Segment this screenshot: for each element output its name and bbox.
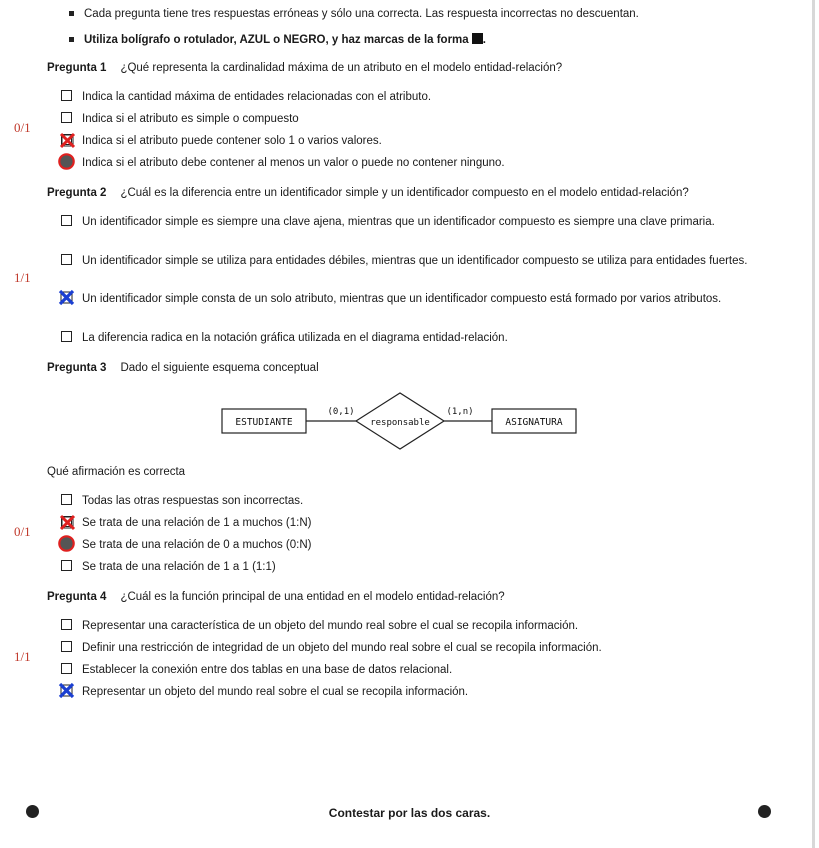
checkbox-red-x-icon[interactable] [61, 516, 72, 527]
question-label: Pregunta 1 [47, 62, 107, 74]
relationship-label: responsable [370, 418, 430, 428]
q4-option-3[interactable]: Establecer la conexión entre dos tablas en una base de datos relacional. [61, 662, 756, 678]
q3-option-4[interactable]: Se trata de una relación de 1 a 1 (1:1) [61, 559, 756, 575]
checkbox[interactable] [61, 663, 72, 674]
entity-estudiante-label: ESTUDIANTE [235, 417, 293, 428]
question-label: Pregunta 2 [47, 187, 107, 199]
filled-square-icon [472, 33, 483, 44]
question-text: ¿Qué representa la cardinalidad máxima de un atributo en el modelo entidad-relación? [120, 62, 563, 74]
checkbox[interactable] [61, 494, 72, 505]
checkbox-blue-x-icon[interactable] [61, 292, 72, 303]
checkbox-circled-icon[interactable] [61, 156, 72, 167]
question-1-score: 0/1 [14, 120, 31, 135]
q4-option-1[interactable]: Representar una característica de un objeto del mundo real sobre el cual se recopila información. [61, 618, 756, 634]
checkbox[interactable] [61, 619, 72, 630]
q3-option-1[interactable]: Todas las otras respuestas son incorrectas. [61, 493, 756, 509]
question-text: ¿Cuál es la función principal de una entidad en el modelo entidad-relación? [120, 591, 505, 603]
q2-option-1[interactable]: Un identificador simple es siempre una clave ajena, mientras que un identificador compuesto es siempre una clave primaria. [61, 214, 756, 230]
question-text: ¿Cuál es la diferencia entre un identificador simple y un identificador compuesto en el modelo entidad-relación? [120, 187, 689, 199]
question-2-score: 1/1 [14, 270, 31, 285]
question-4-score: 1/1 [14, 649, 31, 664]
footer-note: Contestar por las dos caras. [328, 806, 491, 820]
checkbox[interactable] [61, 90, 72, 101]
q2-option-3[interactable]: Un identificador simple consta de un solo atributo, mientras que un identificador compuesto está formado por varios atributos. [61, 291, 756, 307]
checkbox[interactable] [61, 641, 72, 652]
checkbox-red-x-icon[interactable] [61, 134, 72, 145]
checkbox[interactable] [61, 215, 72, 226]
question-3-header [47, 362, 319, 374]
entity-asignatura-label: ASIGNATURA [505, 417, 563, 428]
q2-option-2[interactable]: Un identificador simple se utiliza para entidades débiles, mientras que un identificador compuesto se utiliza para entidades fuertes. [61, 253, 756, 269]
checkbox-circled-icon[interactable] [61, 538, 72, 549]
question-1-header [47, 62, 562, 74]
page-edge-shadow [812, 0, 815, 848]
q4-option-4[interactable]: Representar un objeto del mundo real sobre el cual se recopila información. [61, 684, 756, 700]
q1-option-4[interactable]: Indica si el atributo debe contener al menos un valor o puede no contener ninguno. [61, 155, 756, 171]
checkbox[interactable] [61, 254, 72, 265]
question-text: Dado el siguiente esquema conceptual [120, 362, 319, 374]
q4-option-2[interactable]: Definir una restricción de integridad de un objeto del mundo real sobre el cual se recopila información. [61, 640, 756, 656]
q3-option-3[interactable]: Se trata de una relación de 0 a muchos (0:N) [61, 537, 756, 553]
rule-1: Cada pregunta tiene tres respuestas erróneas y sólo una correcta. Las respuesta incorrectas no descuentan. [69, 8, 639, 20]
checkbox[interactable] [61, 560, 72, 571]
q1-option-1[interactable]: Indica la cantidad máxima de entidades relacionadas con el atributo. [61, 89, 756, 105]
q1-option-2[interactable]: Indica si el atributo es simple o compuesto [61, 111, 756, 127]
question-3-prompt: Qué afirmación es correcta [47, 466, 186, 478]
question-4-header [47, 591, 505, 603]
question-3-score: 0/1 [14, 524, 31, 539]
q3-option-2[interactable]: Se trata de una relación de 1 a muchos (1:N) [61, 515, 756, 531]
question-label: Pregunta 3 [47, 362, 107, 374]
question-label: Pregunta 4 [47, 591, 107, 603]
bullet-icon [69, 11, 74, 16]
bullet-icon [69, 37, 74, 42]
checkbox-blue-x-icon[interactable] [61, 685, 72, 696]
cardinality-left: (0,1) [327, 407, 355, 417]
rule-2: Utiliza bolígrafo o rotulador, AZUL o NEGRO, y haz marcas de la forma . [69, 33, 486, 46]
q2-option-4[interactable]: La diferencia radica en la notación gráfica utilizada en el diagrama entidad-relación. [61, 330, 756, 346]
checkbox[interactable] [61, 112, 72, 123]
er-diagram [215, 390, 585, 450]
cardinality-right: (1,n) [446, 407, 474, 417]
checkbox[interactable] [61, 331, 72, 342]
q1-option-3[interactable]: Indica si el atributo puede contener solo 1 o varios valores. [61, 133, 756, 149]
question-2-header [47, 187, 689, 199]
